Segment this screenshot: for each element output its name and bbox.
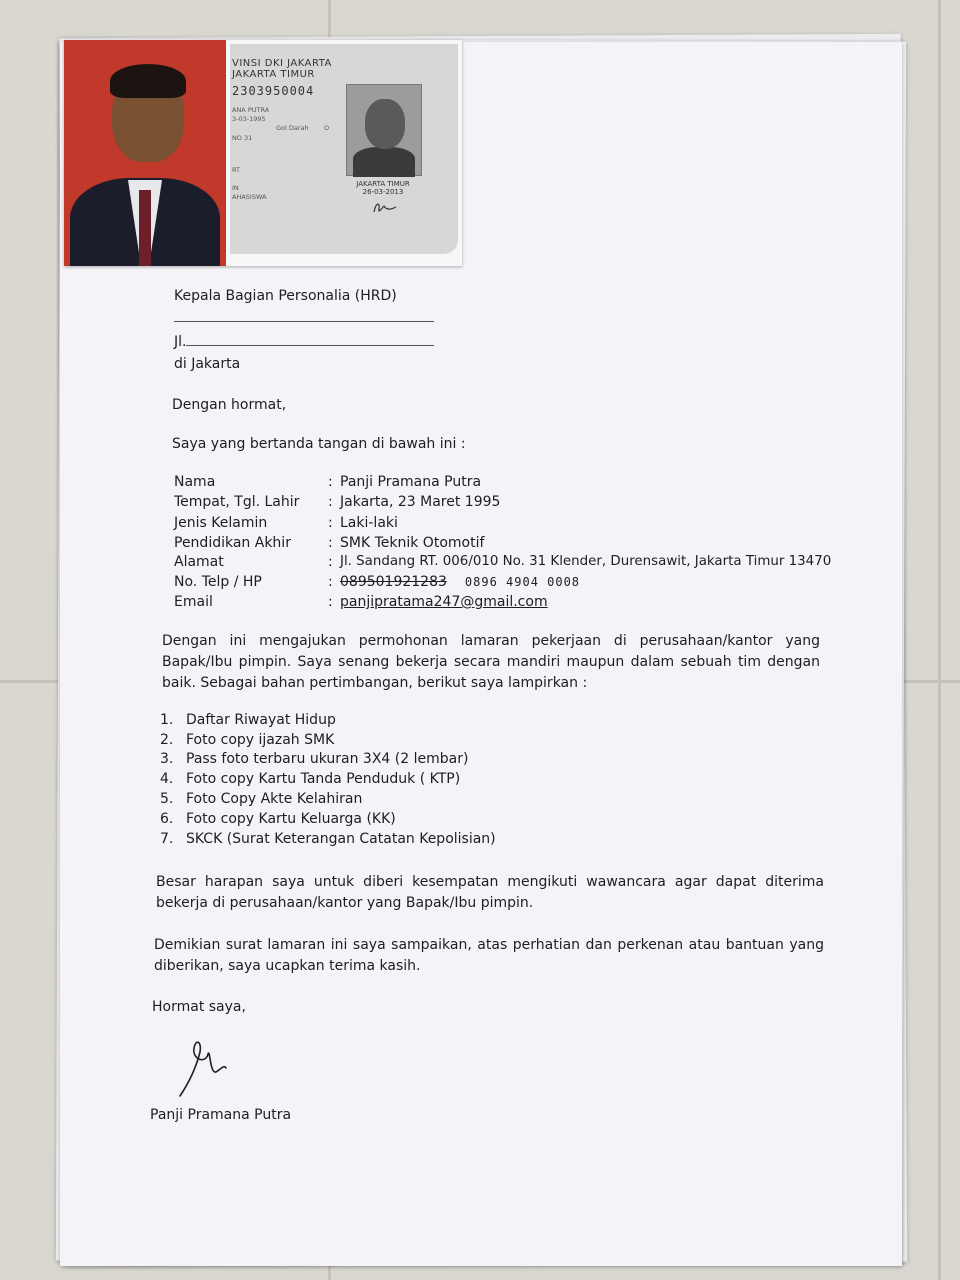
blank-line (174, 321, 434, 322)
greeting: Dengan hormat, (172, 397, 287, 413)
ktp-nik: 2303950004 (232, 84, 315, 98)
attachment-item: 4. Foto copy Kartu Tanda Penduduk ( KTP) (160, 771, 461, 787)
attachment-item: 5. Foto Copy Akte Kelahiran (160, 791, 363, 807)
signature-icon (166, 1034, 238, 1104)
letter-body: Kepala Bagian Personalia (HRD) Jl. di Jakarta Dengan hormat, Saya yang bertanda tangan di bawah ini : Nama : Panji Pramana Putra Tempat, Tgl. Lahir : Jakarta, 23 Maret 1995 Jenis Kelamin : Laki-laki Pendidikan Akhir : SMK Teknik Otomotif Alamat : Jl. Sandang RT. 006/010 No. 31 Klender, Durensawit, Jakarta Timur 13470 No. Telp / HP : 089501921283 0896 4904 0008 Email : panjipratama247@gmail.com Dengan ini mengajukan permohonan lamaran pekerjaan di perusahaan/kantor yang Bapak/Ibu pimpin. Saya senang bekerja secara mandiri maupun dalam sebuah tim dengan baik. Sebagai bahan pertimbangan, berikut saya lampirkan : 1. Daftar Riwayat Hidup 2. Foto copy ijazah SMK 3. Pass foto terbaru ukuran 3X4 (2 lembar) 4. Foto copy Kartu Tanda Penduduk ( KTP) 5. Foto Copy Akte Kelahiran 6. Foto copy Kartu Keluarga (KK) 7. SKCK (Surat Keterangan Catatan Kepolisian) Besar harapan saya untuk diberi kesempatan mengikuti wawancara agar dapat diterima bekerja di perusahaan/kantor yang Bapak/Ibu pimpin. Demikian surat lamaran ini saya sampaikan, atas perhatian dan perkenan atau bantuan yang diberikan, saya ucapkan terima kasih. Hormat saya, Panji Pramana Putra (150, 288, 832, 1123)
ktp-job-value: AHASISWA (232, 193, 267, 201)
ktp-blood-value: O (324, 124, 330, 132)
signer-name: Panji Pramana Putra (150, 1107, 292, 1123)
ktp-address: NO 31 (232, 134, 253, 142)
ktp-dob: 3-03-1995 (232, 115, 266, 123)
phone-handwritten: 0896 4904 0008 (464, 575, 581, 589)
ktp-job-label: IN (232, 184, 239, 192)
email-link[interactable]: panjipratama247@gmail.com (340, 594, 548, 610)
attachment-item: 2. Foto copy ijazah SMK (160, 732, 335, 748)
phone-old-struck: 089501921283 (340, 574, 447, 590)
recipient-city: di Jakarta (174, 356, 241, 372)
recipient-street-label: Jl. (174, 334, 187, 350)
attachment-item: 7. SKCK (Surat Keterangan Catatan Kepolisian) (160, 831, 496, 847)
attachment-item: 3. Pass foto terbaru ukuran 3X4 (2 lembar) (160, 751, 469, 767)
application-paragraph: Dengan ini mengajukan permohonan lamaran pekerjaan di perusahaan/kantor yang Bapak/Ibu pimpin. Saya senang bekerja secara mandiri maupun dalam sebuah tim dengan baik. Sebagai bahan pertimbangan, berikut saya lampirkan : (162, 633, 820, 691)
ktp-rt: RT (232, 166, 241, 174)
ktp-name: ANA PUTRA (232, 106, 270, 114)
ktp-issue: JAKARTA TIMUR 26-03-2013 (356, 180, 410, 196)
closing-paragraph: Demikian surat lamaran ini saya sampaikan, atas perhatian dan perkenan atau bantuan yang diberikan, saya ucapkan terima kasih. (154, 937, 824, 974)
attachment-item: 1. Daftar Riwayat Hidup (160, 712, 336, 728)
street-blank-line (186, 345, 434, 346)
attachment-item: 6. Foto copy Kartu Keluarga (KK) (160, 811, 396, 827)
intro-text: Saya yang bertanda tangan di bawah ini : (172, 436, 466, 452)
hope-paragraph: Besar harapan saya untuk diberi kesempatan mengikuti wawancara agar dapat diterima bekerja di perusahaan/kantor yang Bapak/Ibu pimpin. (156, 874, 824, 911)
ktp-blood-label: Gol Darah (276, 124, 309, 132)
sign-off: Hormat saya, (152, 999, 246, 1015)
ktp-province: VINSI DKI JAKARTA JAKARTA TIMUR (232, 58, 332, 80)
recipient-title: Kepala Bagian Personalia (HRD) (174, 288, 397, 304)
